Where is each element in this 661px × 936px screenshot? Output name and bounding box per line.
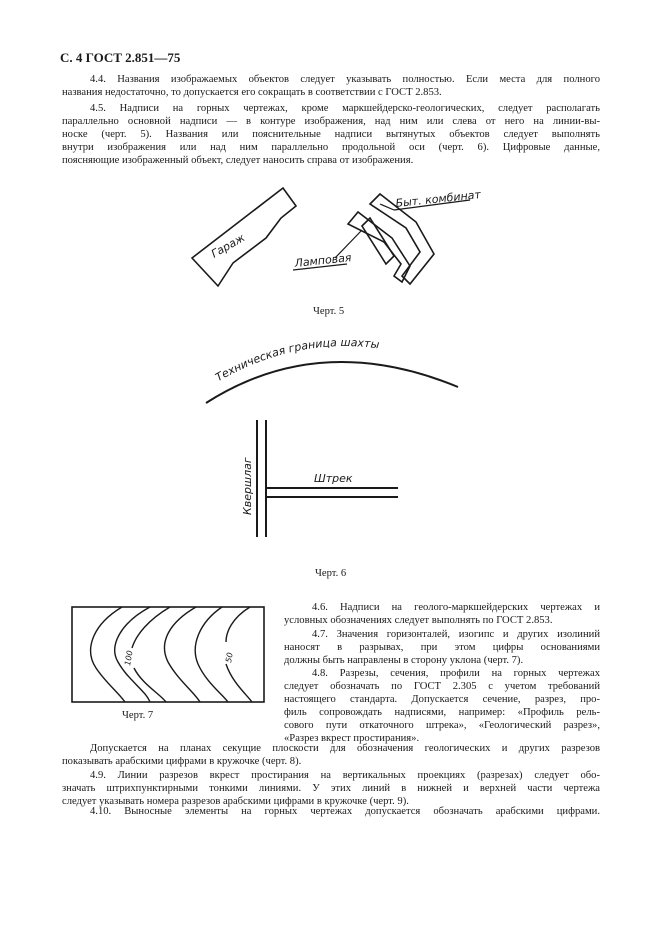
figure-6-caption: Черт. 6: [315, 568, 347, 579]
paragraph-4-8: [312, 667, 600, 680]
text-line: наносят в разрывах, при этом цифры основаниями: [284, 642, 600, 653]
text-line: показывать арабскими цифрами в кружочке (черт. 8).: [62, 756, 302, 767]
text-line: носке (черт. 5). Названия или пояснительные надписи вытянутых объектов следует выполнять: [62, 129, 600, 140]
text-line: 4.5. Надписи на горных чертежах, кроме маркшейдерско-геологических, следует располагать: [90, 103, 600, 114]
text-line: Допускается на планах секущие плоскости для обозначения геологических и других разрезов: [90, 743, 600, 754]
text-line: внутри изображения или над ним параллельно продольной оси (черт. 6). Цифровые данные,: [62, 142, 600, 153]
crosscut-label: Квершлаг: [241, 457, 254, 515]
text-line: 4.9. Линии разрезов вкрест простирания на вертикальных проекциях (разрезах) следует обо-: [90, 770, 600, 781]
paragraph-4-8-cont: [284, 680, 600, 745]
page-header: С. 4 ГОСТ 2.851—75: [60, 50, 181, 65]
lamp-room-label: Ламповая: [293, 251, 353, 270]
contour-line-1: [91, 607, 125, 702]
contour-line-6a: [226, 607, 250, 642]
text-line: 4.6. Надписи на геолого-маркшейдерских чертежах и: [312, 602, 600, 613]
text-line: названия недостаточно, то допускается его сокращать в соответствии с ГОСТ 2.853.: [62, 87, 442, 98]
paragraph-allow: [90, 742, 600, 755]
figure-7-caption: Черт. 7: [122, 710, 154, 721]
text-line: следует указывать номера разрезов арабскими цифрами в кружочке (черт. 9).: [62, 796, 409, 807]
contour-line-3b: [134, 668, 166, 702]
paragraph-4-9: [90, 769, 600, 782]
garage-label: Гараж: [209, 231, 248, 261]
contour-line-3a: [132, 607, 170, 648]
text-line: 4.10. Выносные элементы на горных чертежах допускается обозначать арабскими цифрами.: [90, 806, 600, 817]
paragraph-4-7-cont: [284, 641, 600, 667]
contour-frame: [72, 607, 264, 702]
contour-line-6b: [226, 664, 252, 702]
contour-label-100: 100: [123, 649, 135, 667]
paragraph-4-7: [312, 628, 600, 641]
text-line: параллельно основной надписи — в контуре изображения, над ним или слева от него на линии-вы-: [62, 116, 600, 127]
text-line: условных обозначениях следует выполнять по ГОСТ 2.853.: [284, 615, 553, 626]
contour-label-50: 50: [224, 651, 235, 664]
mine-boundary-label-path: Техническая граница шахты: [213, 336, 381, 385]
text-line: 4.8. Разрезы, сечения, профили на горных чертежах: [312, 668, 600, 679]
paragraph-allow-cont: [62, 755, 600, 768]
plant-label: Быт. комбинат: [394, 188, 482, 210]
text-line: значать штрихпунктирными тонкими линиями. У этих линий в нижней и верхней части чертежа: [62, 783, 600, 794]
paragraph-4-10: [90, 805, 600, 818]
figure-5-caption: Черт. 5: [313, 306, 345, 317]
contour-line-4: [164, 607, 200, 702]
text-line: 4.4. Названия изображаемых объектов следует указывать полностью. Если места для полного: [90, 74, 600, 85]
text-line: должны быть направлены в сторону уклона (черт. 7).: [284, 655, 524, 666]
text-line: сового пути откаточного штрека», «Геологический разрез»,: [284, 720, 600, 731]
text-line: следует обозначать по ГОСТ 2.305 с учетом требований: [284, 681, 600, 692]
paragraph-4-6: [312, 601, 600, 614]
drift-label: Штрек: [314, 472, 353, 485]
text-line: «Разрез вкрест простирания».: [284, 733, 420, 744]
paragraph-4-6-cont: [284, 614, 600, 627]
text-line: поясняющие изображенный объект, следует наносить справа от изображения.: [62, 155, 414, 166]
text-line: настоящего стандарта. Допускается сечение, разрез, про-: [284, 694, 600, 705]
text-line: филь сопровождать надписями, например: «Профиль рель-: [284, 707, 600, 718]
contour-line-5: [195, 607, 228, 702]
text-line: 4.7. Значения горизонталей, изогипс и других изолиний: [312, 629, 600, 640]
